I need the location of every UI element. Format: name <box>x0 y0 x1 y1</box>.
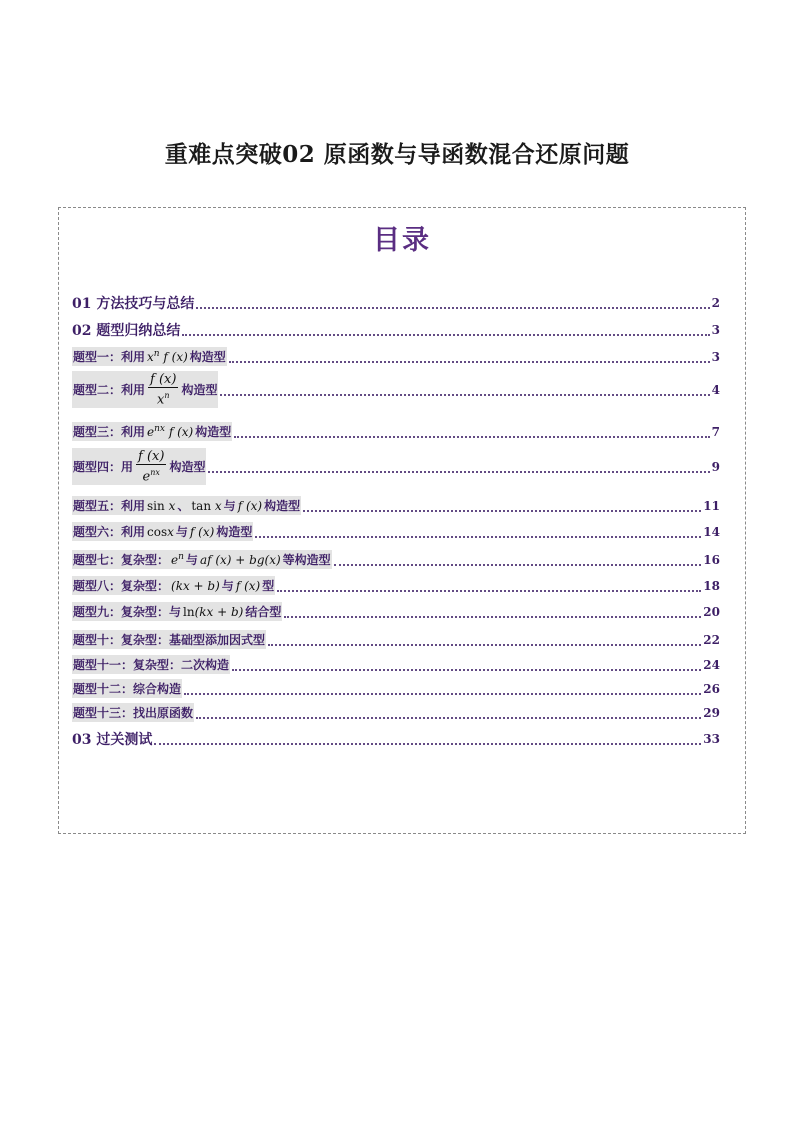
toc-item-label <box>72 602 282 621</box>
toc-page-number: 9 <box>711 459 720 474</box>
toc-item-label <box>72 576 275 595</box>
toc-heading: 目录 <box>373 225 431 256</box>
toc-page-number: 24 <box>703 657 720 672</box>
label-text: 型 <box>262 579 275 593</box>
label-text: 题型四：用 <box>73 460 134 475</box>
label-text: 结合型 <box>245 605 282 619</box>
label-text: 题型三：利用 <box>73 425 146 439</box>
label-text: 题型九：复杂型：与 <box>73 605 182 619</box>
toc-leader-dots <box>255 536 701 538</box>
math-expression: cosx <box>147 524 174 539</box>
math-expression: $e^n$ <box>171 552 184 567</box>
toc-page-number: 3 <box>711 323 720 337</box>
math-expression: f (x) <box>237 498 263 513</box>
label-text: 构造型 <box>181 383 218 398</box>
toc-leader-dots <box>284 616 701 618</box>
toc-page-number: 2 <box>711 296 720 310</box>
toc-item-label: 01 方法技巧与总结 <box>72 296 195 312</box>
toc-item-section-2[interactable] <box>72 320 720 340</box>
toc-item-label: 题型十一：复杂型：二次构造 <box>72 655 230 674</box>
label-text: 等构造型 <box>282 553 331 567</box>
toc-box <box>58 207 746 834</box>
toc-page-number: 7 <box>711 424 720 439</box>
math-expression: $x^n$ f (x) <box>147 349 188 364</box>
toc-leader-dots <box>184 693 701 695</box>
toc-item-label <box>72 522 253 541</box>
label-text: 题型五：利用 <box>73 499 146 513</box>
toc-page-number: 33 <box>703 732 720 746</box>
toc-leader-dots <box>196 307 709 309</box>
toc-page-number: 4 <box>711 382 720 397</box>
label-text: 题型六：利用 <box>73 525 146 539</box>
toc-item-label <box>72 347 227 366</box>
math-fraction: $\frac{f (x)}{e^{nx}}$ <box>138 449 165 485</box>
toc-item-type-10[interactable] <box>72 630 720 649</box>
math-expression: sin x <box>147 498 176 513</box>
toc-item-label: 题型十二：综合构造 <box>72 679 182 698</box>
toc-leader-dots <box>234 436 709 438</box>
toc-item-label: 题型十：复杂型：基础型添加因式型 <box>72 630 266 649</box>
math-expression: af (x) + bg(x) <box>199 552 281 567</box>
toc-page-number: 16 <box>703 552 720 567</box>
toc-leader-dots <box>229 361 710 363</box>
toc-page-number: 11 <box>703 498 720 513</box>
toc-item-type-7[interactable] <box>72 550 720 569</box>
toc-item-type-11[interactable] <box>72 655 720 674</box>
toc-item-type-3[interactable] <box>72 422 720 441</box>
toc-item-type-8[interactable] <box>72 576 720 595</box>
toc-item-label <box>72 422 232 441</box>
label-text: 构造型 <box>216 525 253 539</box>
label-text: 构造型 <box>169 460 206 475</box>
math-expression: f (x) <box>235 578 261 593</box>
toc-item-type-4[interactable] <box>72 448 720 485</box>
math-expression: f (x) <box>189 524 215 539</box>
label-text: 与 <box>175 525 188 539</box>
toc-page-number: 3 <box>711 349 720 364</box>
toc-item-type-9[interactable] <box>72 602 720 621</box>
toc-leader-dots <box>196 717 701 719</box>
math-fraction: $\frac{f (x)}{x^n}$ <box>150 372 177 408</box>
label-text: 、 <box>177 499 190 513</box>
toc-leader-dots <box>334 564 702 566</box>
label-text: 与 <box>223 499 236 513</box>
label-text: 与 <box>185 553 198 567</box>
toc-item-type-13[interactable] <box>72 703 720 722</box>
toc-item-type-2[interactable] <box>72 371 720 408</box>
toc-item-type-5[interactable] <box>72 496 720 515</box>
toc-page-number: 22 <box>703 632 720 647</box>
toc-item-label <box>72 371 218 408</box>
toc-page-number: 29 <box>703 705 720 720</box>
math-expression: (kx + b) <box>171 578 220 593</box>
toc-item-label <box>72 496 301 515</box>
toc-page-number: 26 <box>703 681 720 696</box>
label-text: 题型二：利用 <box>73 383 146 398</box>
toc-leader-dots <box>182 334 709 336</box>
toc-item-section-1[interactable] <box>72 293 720 313</box>
toc-item-section-3[interactable] <box>72 729 720 749</box>
toc-item-label: 02 题型归纳总结 <box>72 323 181 339</box>
label-text: 题型八：复杂型： <box>73 579 170 593</box>
label-text: 题型七：复杂型： <box>73 553 170 567</box>
toc-page-number: 14 <box>703 524 720 539</box>
math-expression: tan x <box>191 498 222 513</box>
label-text: 构造型 <box>195 425 232 439</box>
label-text: 构造型 <box>264 499 301 513</box>
toc-leader-dots <box>277 590 701 592</box>
toc-item-label: 03 过关测试 <box>72 732 153 748</box>
toc-leader-dots <box>303 510 701 512</box>
toc-leader-dots <box>154 743 701 745</box>
math-expression: $e^{nx}$ f (x) <box>147 424 194 439</box>
document-title: 重难点突破02 原函数与导函数混合还原问题 <box>164 141 630 168</box>
toc-page-number: 20 <box>703 604 720 619</box>
toc-page-number: 18 <box>703 578 720 593</box>
toc-leader-dots <box>232 669 701 671</box>
label-text: 构造型 <box>189 350 226 364</box>
label-text: 与 <box>221 579 234 593</box>
math-expression: ln(kx + b) <box>183 604 244 619</box>
label-text: 题型一：利用 <box>73 350 146 364</box>
toc-leader-dots <box>208 471 709 473</box>
toc-item-type-12[interactable] <box>72 679 720 698</box>
toc-item-type-6[interactable] <box>72 522 720 541</box>
toc-item-type-1[interactable] <box>72 347 720 366</box>
toc-item-label <box>72 550 332 569</box>
toc-item-label <box>72 448 206 485</box>
toc-leader-dots <box>220 394 709 396</box>
toc-item-label: 题型十三：找出原函数 <box>72 703 194 722</box>
toc-leader-dots <box>268 644 701 646</box>
